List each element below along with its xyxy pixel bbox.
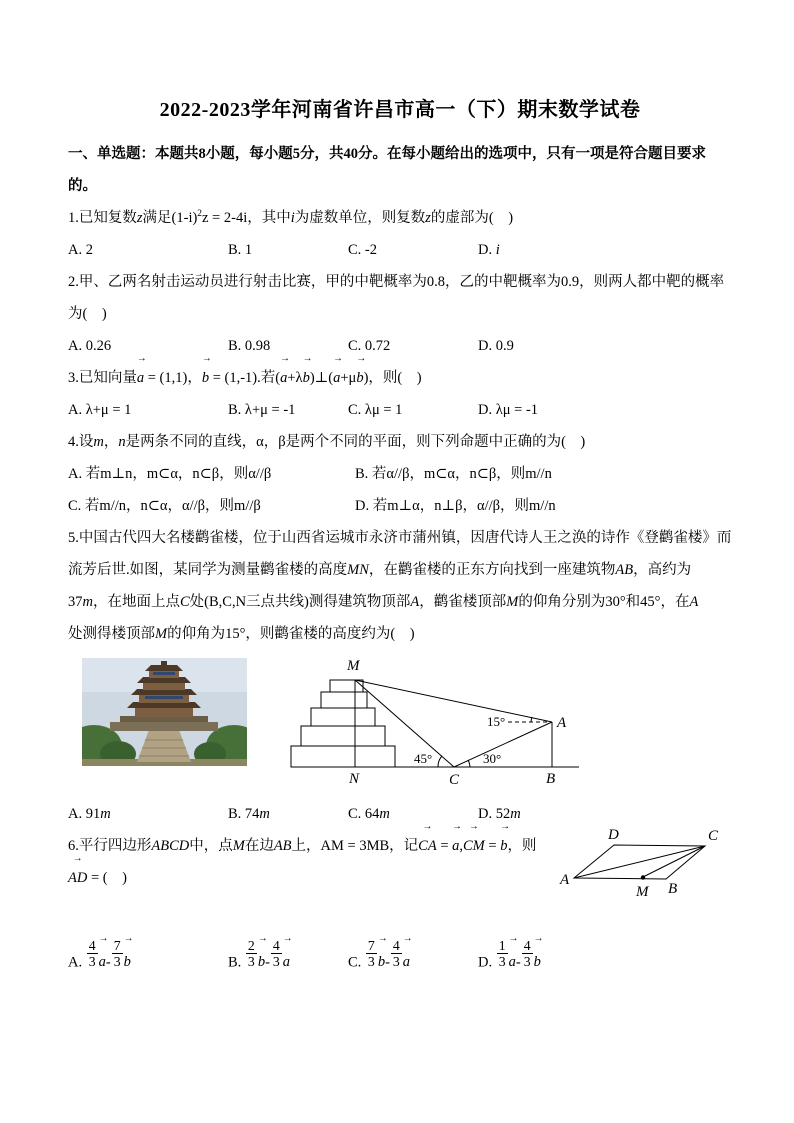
q4-options-row2 [68, 490, 732, 522]
q2-stem-line1: 2.甲、乙两名射击运动员进行射击比赛，甲的中靶概率为0.8，乙的中靶概率为0.9，则两人都中靶的概率 [68, 274, 725, 290]
math-var: MN [347, 562, 369, 578]
fraction: $\frac{4}{3}$ [272, 938, 280, 970]
vector-b: → b [500, 830, 507, 862]
diagram-label-M: M [347, 658, 360, 674]
vector-a: → a [403, 942, 410, 982]
q5-figure-row [82, 652, 732, 798]
q6-stem-line1: 6.平行四边形ABCD中，点M在边AB上，AM = 3MB，记→ CA = → a,→ CM = → b，则 [68, 830, 732, 862]
fraction: $\frac{7}{3}$ [367, 938, 375, 970]
math-var: m [379, 806, 390, 822]
angle-arc-45 [438, 756, 442, 767]
q1-option-a: A. 2 [68, 242, 93, 258]
math-var: m [100, 806, 111, 822]
fraction: $\frac{4}{3}$ [523, 938, 531, 970]
vector-b: → b [534, 942, 541, 982]
q6-option-b: B. $\frac{2}{3}$ → b- $\frac{4}{3}$ → a [228, 938, 348, 982]
line-MA [355, 680, 552, 722]
question-3 [68, 362, 732, 426]
diagram-label-N: N [349, 771, 360, 787]
vector-b: → b [202, 362, 209, 394]
question-5 [68, 522, 732, 830]
vector-a: → a [333, 362, 340, 394]
q5-option-c: C. 64m [348, 806, 390, 822]
math-var: A [689, 594, 699, 610]
vector-CM: → CM [463, 830, 485, 862]
math-var: M [232, 838, 245, 854]
q2-option-d: D. 0.9 [478, 338, 514, 354]
q2-stem-line2: 为( ) [68, 306, 107, 322]
q3-option-c: C. λμ = 1 [348, 402, 403, 418]
math-var: M [506, 594, 519, 610]
math-var: i [290, 210, 295, 226]
diagram-angle-30: 30° [483, 751, 502, 766]
question-6 [68, 827, 732, 982]
q6-stem-line2: → AD = ( ) [68, 862, 732, 894]
vector-b: → b [378, 942, 385, 982]
q3-option-d: D. λμ = -1 [478, 402, 539, 418]
q3-options [68, 394, 732, 426]
q2-options [68, 330, 732, 362]
fraction: $\frac{7}{3}$ [113, 938, 121, 970]
question-2 [68, 266, 732, 362]
math-var: m [259, 806, 270, 822]
question-1 [68, 202, 732, 266]
vector-CA: → CA [418, 830, 437, 862]
q6-option-a: A. $\frac{4}{3}$ → a- $\frac{7}{3}$ → b [68, 938, 228, 982]
page-title: 2022-2023学年河南省许昌市高一（下）期末数学试卷 [159, 99, 641, 121]
q4-option-a: A. 若m⊥n，m⊂α，n⊂β，则α//β [68, 466, 272, 482]
vector-b: → b [356, 362, 363, 394]
diagram-angle-15: 15° [487, 714, 506, 729]
q6-options [68, 938, 732, 982]
q3-stem: 3.已知向量→ a = (1,1)，→ b = (1,-1).若(→ a+λ→ b)⊥(→ a+μ→ b)，则( ) [68, 362, 732, 394]
diagram-label-B: B [546, 771, 556, 787]
stepped-tower-outline [291, 680, 395, 767]
vector-a: → a [283, 942, 290, 982]
math-var: AB [273, 838, 292, 854]
q5-stem-line2: 流芳后世.如图，某同学为测量鹳雀楼的高度MN，在鹳雀楼的正东方向找到一座建筑物AB，高约为 [68, 562, 692, 578]
pgram-label-B: B [668, 881, 678, 897]
point-M-dot [641, 875, 645, 879]
math-var: z [136, 210, 143, 226]
section-heading: 一、单选题：本题共8小题，每小题5分，共40分。在每小题给出的选项中，只有一项是符合题目要求的。 [68, 146, 706, 194]
math-var: ABCD [151, 838, 190, 854]
q4-option-b: B. 若α//β，m⊂α，n⊂β，则m//n [355, 466, 552, 482]
q5-stem-line3: 37m，在地面上点C处(B,C,N三点共线)测得建筑物顶部A，鹳雀楼顶部M的仰角分别为30°和45°，在A [68, 594, 699, 610]
math-var: n [118, 434, 126, 450]
guanque-tower-photo [82, 658, 247, 766]
q6-option-c: C. $\frac{7}{3}$ → b- $\frac{4}{3}$ → a [348, 938, 478, 982]
q4-stem: 4.设m，n是两条不同的直线，α，β是两个不同的平面，则下列命题中正确的为( ) [68, 434, 586, 450]
vector-a: → a [137, 362, 144, 394]
line-MC [355, 680, 454, 767]
q1-options [68, 234, 732, 266]
q2-option-a: A. 0.26 [68, 338, 112, 354]
math-var: m [510, 806, 521, 822]
q4-options-row1 [68, 458, 732, 490]
measurement-diagram [289, 654, 581, 794]
pgram-label-D: D [608, 827, 619, 843]
math-var: M [155, 626, 168, 642]
parallelogram-diagram [556, 824, 736, 909]
math-var: m [82, 594, 93, 610]
vector-a: → a [452, 830, 459, 862]
fraction: $\frac{4}{3}$ [88, 938, 96, 970]
superscript: 2 [197, 209, 202, 220]
math-var: AB [615, 562, 634, 578]
q5-stem-line4: 处测得楼顶部M的仰角为15°，则鹳雀楼的高度约为( ) [68, 626, 415, 642]
pgram-label-C: C [708, 828, 719, 844]
fraction: $\frac{4}{3}$ [392, 938, 400, 970]
pgram-label-M: M [636, 884, 649, 900]
q3-option-a: A. λ+μ = 1 [68, 402, 132, 418]
vector-a: → a [280, 362, 287, 394]
math-var: A [410, 594, 420, 610]
math-var: C [179, 594, 190, 610]
q4-option-c: C. 若m//n，n⊂α，α//β，则m//β [68, 498, 261, 514]
diagram-angle-45: 45° [414, 751, 433, 766]
vector-b: → b [258, 942, 265, 982]
q5-stem-line1: 5.中国古代四大名楼鹳雀楼，位于山西省运城市永济市蒲州镇，因唐代诗人王之涣的诗作《登鹳雀楼》而 [68, 530, 732, 546]
vector-a: → a [509, 942, 516, 982]
q1-stem: 1.已知复数z满足$(1-i)^2z = 2-4i$，其中i为虚数单位，则复数z的虚部为( ) [68, 209, 514, 226]
photo-base-platform [110, 722, 218, 731]
pgram-label-A: A [560, 872, 570, 888]
q1-option-d: D. i [478, 242, 500, 258]
q1-option-c: C. -2 [348, 242, 377, 258]
q5-option-a: A. 91m [68, 806, 111, 822]
q6-option-d: D. $\frac{1}{3}$ → a- $\frac{4}{3}$ → b [478, 938, 732, 982]
math-var: m [93, 434, 104, 450]
diagram-label-C: C [449, 772, 460, 788]
diagram-label-A: A [557, 715, 567, 731]
vector-b: → b [303, 362, 310, 394]
photo-finial [161, 661, 167, 665]
question-4 [68, 426, 732, 522]
vector-a: → a [99, 942, 106, 982]
q2-option-c: C. 0.72 [348, 338, 391, 354]
vector-b: → b [124, 942, 131, 982]
math-var: z [425, 210, 431, 226]
q3-option-b: B. λ+μ = -1 [228, 402, 296, 418]
angle-arc-30 [468, 760, 470, 767]
vector-AD: → AD [68, 862, 87, 894]
q2-option-b: B. 0.98 [228, 338, 271, 354]
fraction: $\frac{1}{3}$ [498, 938, 506, 970]
fraction: $\frac{2}{3}$ [247, 938, 255, 970]
q5-option-b: B. 74m [228, 806, 270, 822]
q5-option-d: D. 52m [478, 806, 521, 822]
q4-option-d: D. 若m⊥α，n⊥β，α//β，则m//n [355, 498, 556, 514]
math-var: i [495, 242, 500, 258]
q1-option-b: B. 1 [228, 242, 253, 258]
